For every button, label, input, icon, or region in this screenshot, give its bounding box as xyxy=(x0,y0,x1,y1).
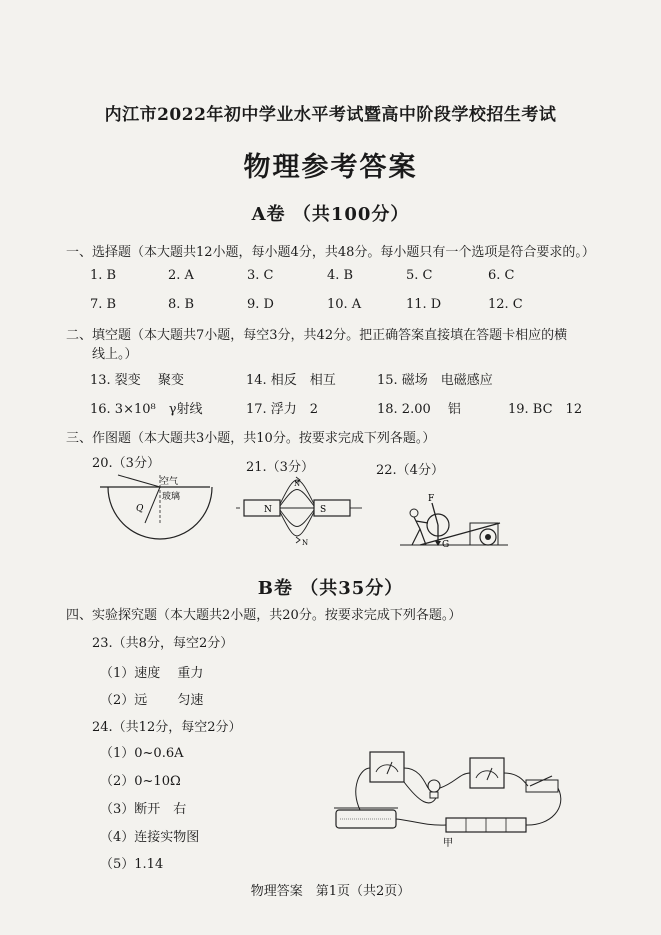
page-footer: 物理答案 第1页（共2页） xyxy=(250,884,411,899)
compass-bottom-label: N xyxy=(302,539,309,547)
q24-item-3: （3）断开 右 xyxy=(100,802,187,817)
answer-q2: 2. A xyxy=(168,268,194,283)
answer-q8: 8. B xyxy=(168,297,195,312)
person-body xyxy=(412,517,428,545)
air-label: 空气 xyxy=(160,477,179,487)
answer-q5: 5. C xyxy=(406,268,433,283)
answer-q15: 15. 磁场 电磁感应 xyxy=(377,373,493,388)
answer-q4: 4. B xyxy=(327,268,354,283)
angle-label: Q xyxy=(136,504,144,514)
magnet-n-label: N xyxy=(264,505,272,515)
field-line-bottom-outer xyxy=(280,512,314,536)
answer-q19: 19. BC 12 xyxy=(508,402,583,417)
answer-q10: 10. A xyxy=(327,297,362,312)
wire-4 xyxy=(504,773,528,786)
truck-wheel-hub xyxy=(485,534,491,540)
ammeter xyxy=(470,758,504,788)
q24-header: 24.（共12分，每空2分） xyxy=(92,720,242,735)
field-line-top-inner xyxy=(280,490,314,507)
section2-heading: 二、填空题（本大题共7小题，每空3分，共42分。把正确答案直接填在答题卡相应的横 xyxy=(66,328,568,343)
ammeter-scale xyxy=(476,771,498,778)
circuit-diagram xyxy=(330,748,575,848)
answer-q14: 14. 相反 相互 xyxy=(246,373,336,388)
wire-3 xyxy=(440,773,470,788)
section1-heading: 一、选择题（本大题共12小题，每小题4分，共48分。每小题只有一个选项是符合要求的。） xyxy=(66,245,595,260)
force-diagram xyxy=(400,483,510,551)
section3-heading: 三、作图题（本大题共3小题，共10分。按要求完成下列各题。） xyxy=(66,431,436,446)
answer-q13: 13. 裂变 聚变 xyxy=(90,373,184,388)
force-g-label: G xyxy=(442,540,450,550)
answer-q6: 6. C xyxy=(488,268,515,283)
q21-label: 21.（3分） xyxy=(246,460,314,475)
answer-q16: 16. 3×10⁸ γ射线 xyxy=(90,402,203,417)
glass-label: 玻璃 xyxy=(162,492,181,502)
bulb-base xyxy=(430,792,438,798)
q20-label: 20.（3分） xyxy=(92,456,160,471)
ammeter-needle xyxy=(487,768,492,780)
answer-q17: 17. 浮力 2 xyxy=(246,402,319,417)
refracted-ray xyxy=(145,487,160,523)
q22-label: 22.（4分） xyxy=(376,463,444,478)
light-bulb xyxy=(428,780,440,792)
wire-1 xyxy=(356,768,370,810)
q24-item-1: （1）0~0.6A xyxy=(100,746,184,761)
magnet-s-label: S xyxy=(320,505,327,515)
wire-6 xyxy=(396,819,446,825)
compass-top-label: N xyxy=(294,480,301,488)
wire-2 xyxy=(404,768,428,788)
exam-title: 内江市2022年初中学业水平考试暨高中阶段学校招生考试 xyxy=(104,105,557,125)
voltmeter xyxy=(370,752,404,782)
refraction-diagram xyxy=(100,475,220,545)
answer-q7: 7. B xyxy=(90,297,117,312)
answer-q9: 9. D xyxy=(247,297,274,312)
q24-item-5: （5）1.14 xyxy=(100,857,164,872)
q24-item-2: （2）0~10Ω xyxy=(100,774,181,789)
incident-ray xyxy=(118,475,160,487)
document-title: 物理参考答案 xyxy=(243,152,418,183)
magnetic-field-diagram xyxy=(236,474,366,546)
q23-item-1: （1）速度 重力 xyxy=(100,666,204,681)
force-f-label: F xyxy=(428,494,435,504)
switch-blade xyxy=(530,776,552,786)
answer-q3: 3. C xyxy=(247,268,274,283)
wire-5 xyxy=(526,788,561,825)
part-a-title: A卷 （共100分） xyxy=(251,204,410,225)
part-b-title: B卷 （共35分） xyxy=(257,578,404,599)
answer-q12: 12. C xyxy=(488,297,523,312)
person-head xyxy=(410,509,418,517)
q24-item-4: （4）连接实物图 xyxy=(100,830,200,845)
q23-header: 23.（共8分，每空2分） xyxy=(92,636,234,651)
section2-heading-cont: 线上。） xyxy=(92,347,138,362)
field-arrow-bottom xyxy=(296,537,300,543)
field-line-bottom-inner xyxy=(280,510,314,527)
voltmeter-needle xyxy=(387,762,392,774)
answer-q11: 11. D xyxy=(406,297,442,312)
section4-heading: 四、实验探究题（本大题共2小题，共20分。按要求完成下列各题。） xyxy=(66,608,462,623)
answer-q1: 1. B xyxy=(90,268,117,283)
q23-item-2: （2）远 匀速 xyxy=(100,693,204,708)
answer-q18: 18. 2.00 铝 xyxy=(377,402,461,417)
voltmeter-scale xyxy=(376,765,398,772)
figure-label: 甲 xyxy=(443,838,453,849)
left-magnet xyxy=(244,500,280,516)
